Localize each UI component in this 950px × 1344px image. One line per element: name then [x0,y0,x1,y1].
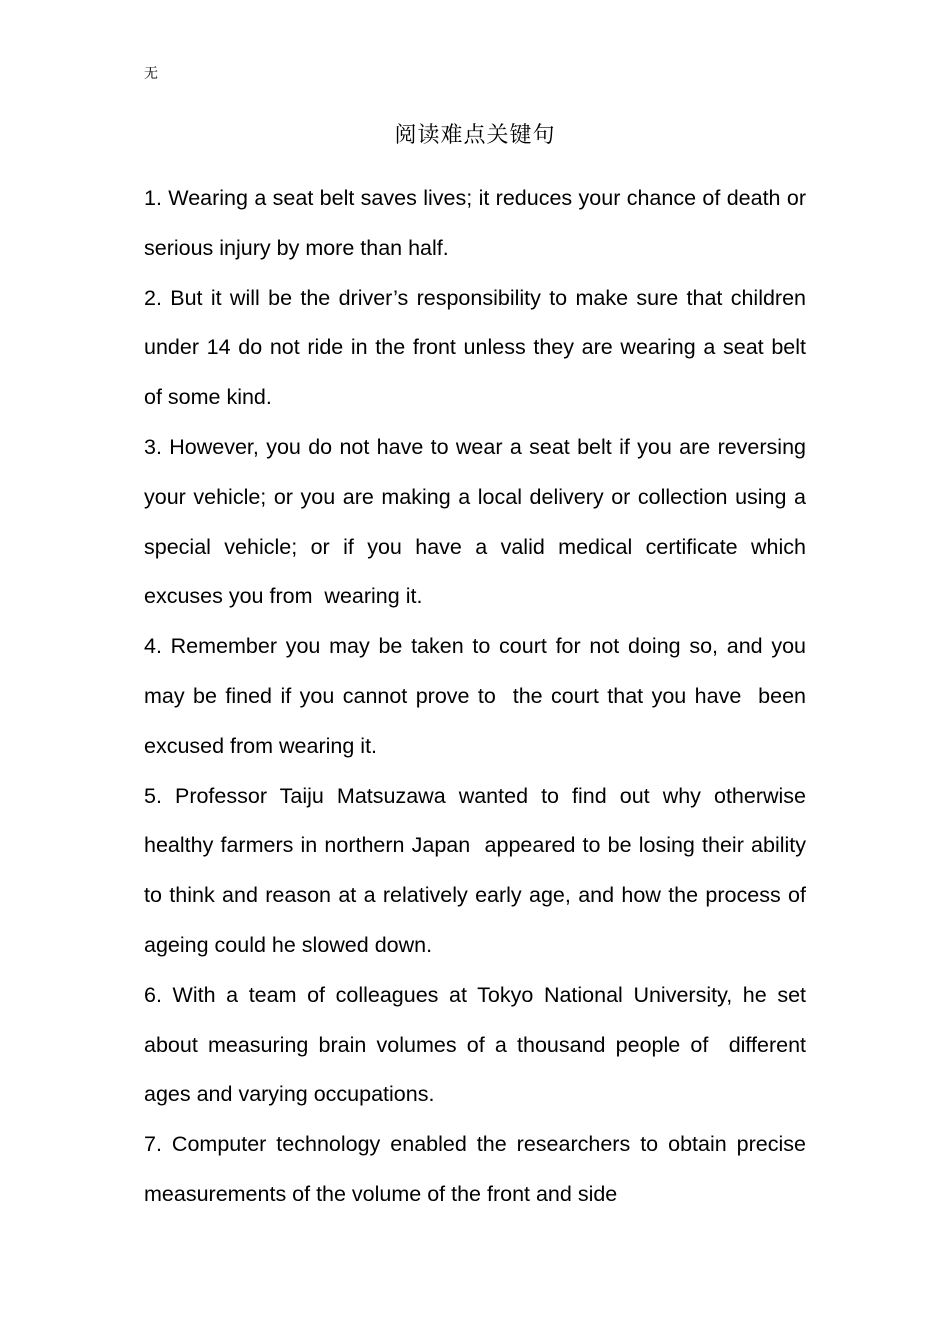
sentence-2: 2. But it will be the driver’s responsibility to make sure that children under 14 do not ride in the front unless they are wearing a seat belt of some kind. [144,285,812,410]
sentence-6: 6. With a team of colleagues at Tokyo National University, he set about measuring brain volumes of a thousand people of different ages and varying occupations. [144,982,812,1107]
sentence-5: 5. Professor Taiju Matsuzawa wanted to find out why otherwise healthy farmers in northern Japan appeared to be losing their ability to think and reason at a relatively early age, and how the process of ageing could he slowed down. [144,783,812,957]
sentence-1: 1. Wearing a seat belt saves lives; it reduces your chance of death or serious injury by more than half. [144,186,812,260]
sentence-4: 4. Remember you may be taken to court for not doing so, and you may be fined if you cannot prove to the court that you have been excused from wearing it. [144,634,812,758]
sentence-7: 7. Computer technology enabled the researchers to obtain precise measurements of the volume of the front and side [144,1132,812,1206]
header-mark: 无 [144,66,158,82]
sentence-3: 3. However, you do not have to wear a seat belt if you are reversing your vehicle; or you are making a local delivery or collection using a special vehicle; or if you have a valid medical certificate which excuses you from wearing it. [144,434,812,609]
page-title: 阅读难点关键句 [394,123,556,148]
sentence-list [144,174,812,1220]
